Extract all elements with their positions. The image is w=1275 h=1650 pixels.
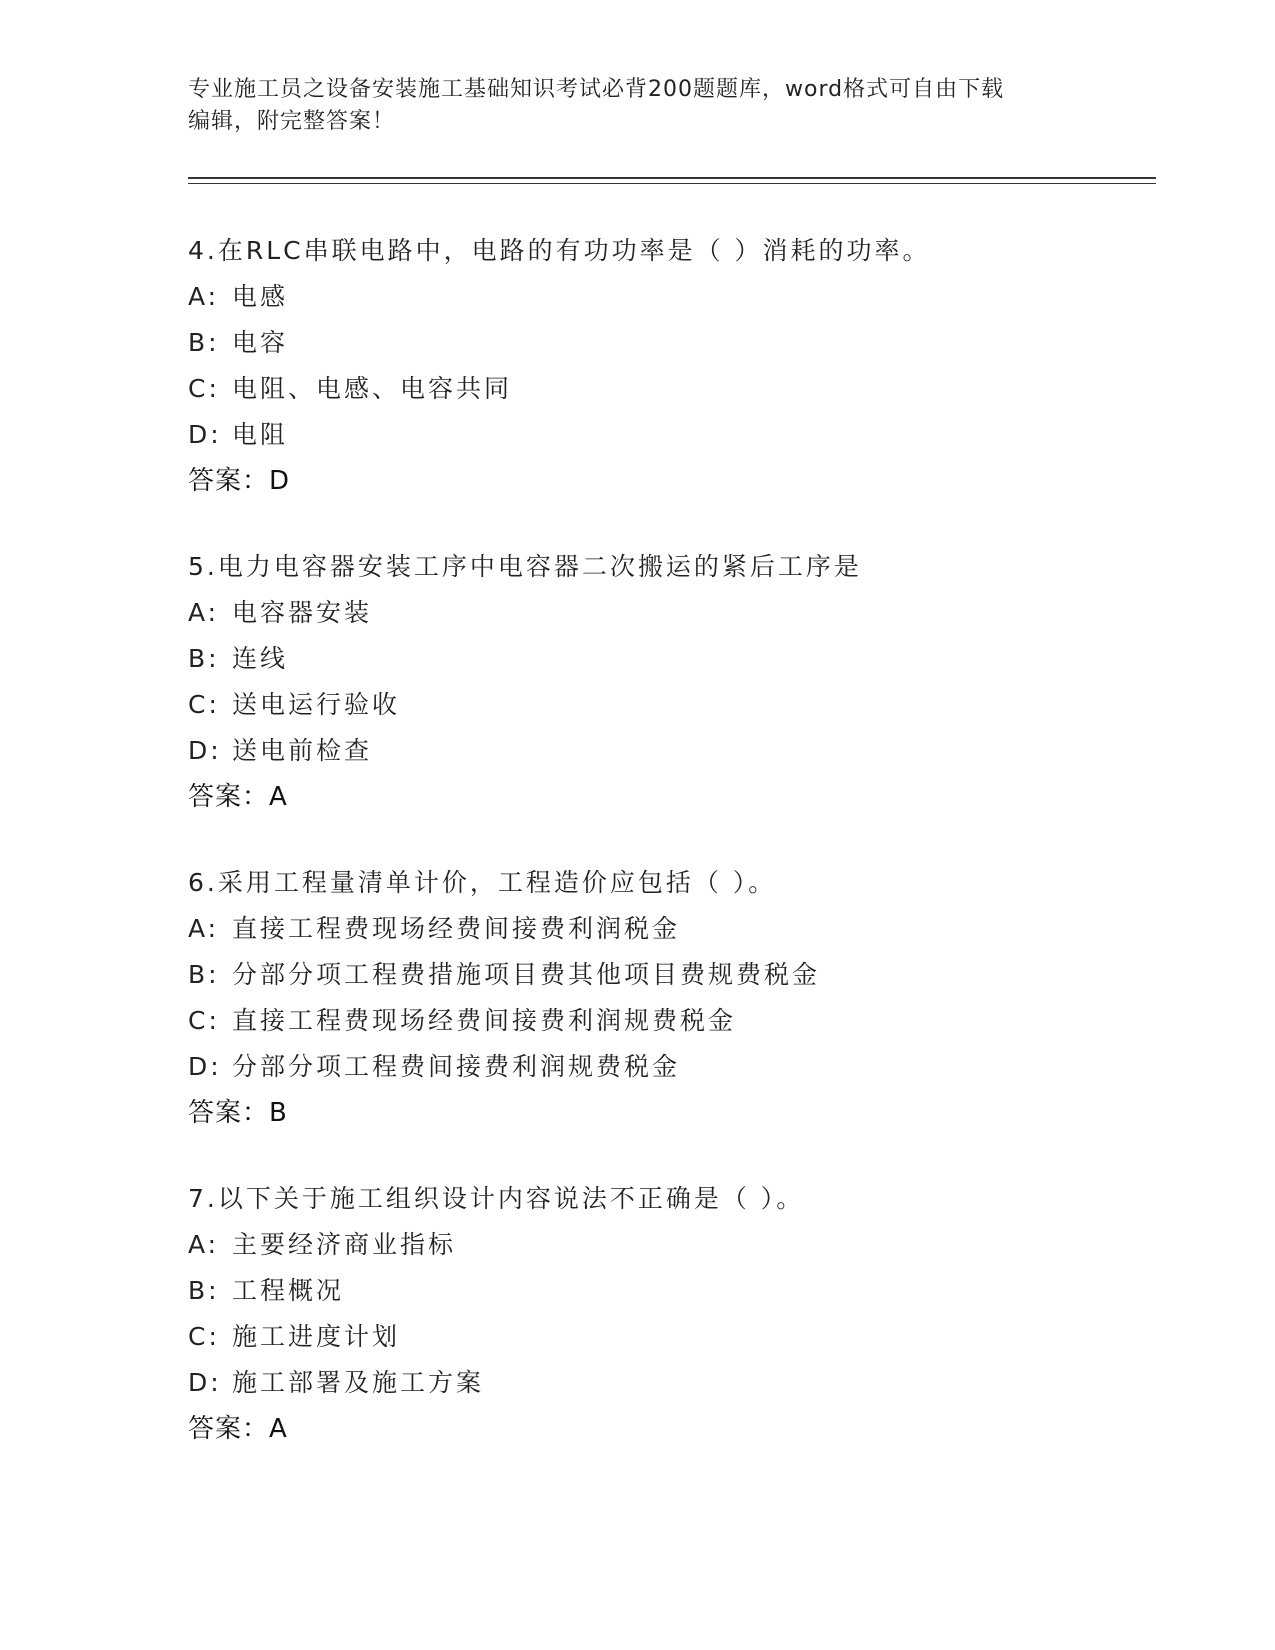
- question-block: [188, 552, 1168, 812]
- question-block: [188, 868, 1168, 1128]
- header-title-line-1: 专业施工员之设备安装施工基础知识考试必背200题题库，word格式可自由下载: [188, 77, 1005, 102]
- option-d: [188, 1052, 1168, 1082]
- option-key: D:: [188, 1368, 222, 1397]
- option-key: B:: [188, 960, 220, 989]
- option-key: C:: [188, 374, 220, 403]
- option-key: D:: [188, 420, 222, 449]
- option-text: 电容器安装: [232, 598, 373, 627]
- answer-line: 答案：B: [188, 1098, 288, 1128]
- option-key: D:: [188, 736, 222, 765]
- option-c: [188, 374, 1168, 404]
- option-a: [188, 598, 1168, 628]
- question-stem: 7.以下关于施工组织设计内容说法不正确是（ ）。: [188, 1184, 805, 1213]
- option-key: B:: [188, 644, 220, 673]
- option-key: B:: [188, 1276, 220, 1305]
- option-key: A:: [188, 598, 220, 627]
- option-d: [188, 736, 1168, 766]
- option-key: A:: [188, 1230, 220, 1259]
- option-key: B:: [188, 328, 220, 357]
- option-c: [188, 1006, 1168, 1036]
- option-text: 主要经济商业指标: [232, 1230, 457, 1259]
- option-text: 施工部署及施工方案: [232, 1368, 485, 1397]
- option-c: [188, 690, 1168, 720]
- option-text: 直接工程费现场经费间接费利润规费税金: [232, 1006, 737, 1035]
- question-block: [188, 1184, 1168, 1444]
- option-key: A:: [188, 282, 220, 311]
- answer-line: 答案：A: [188, 1414, 288, 1444]
- option-b: [188, 960, 1168, 990]
- option-text: 电阻、电感、电容共同: [232, 374, 513, 403]
- option-text: 工程概况: [232, 1276, 345, 1305]
- question-stem: 4.在RLC串联电路中，电路的有功功率是（ ）消耗的功率。: [188, 236, 931, 265]
- header-divider-thin: [188, 183, 1156, 184]
- option-key: C:: [188, 1006, 220, 1035]
- option-a: [188, 282, 1168, 312]
- option-text: 送电运行验收: [232, 690, 401, 719]
- option-text: 送电前检查: [232, 736, 373, 765]
- option-c: [188, 1322, 1168, 1352]
- question-stem: 6.采用工程量清单计价，工程造价应包括（ ）。: [188, 868, 777, 897]
- option-key: A:: [188, 914, 220, 943]
- option-b: [188, 1276, 1168, 1306]
- option-text: 电阻: [232, 420, 289, 449]
- option-text: 分部分项工程费措施项目费其他项目费规费税金: [232, 960, 821, 989]
- header-divider-thick: [188, 177, 1156, 179]
- option-a: [188, 914, 1168, 944]
- option-text: 直接工程费现场经费间接费利润税金: [232, 914, 681, 943]
- option-key: C:: [188, 1322, 220, 1351]
- option-text: 电感: [232, 282, 289, 311]
- answer-line: 答案：A: [188, 782, 288, 812]
- answer-line: 答案：D: [188, 466, 291, 496]
- option-text: 连线: [232, 644, 289, 673]
- option-b: [188, 644, 1168, 674]
- option-text: 施工进度计划: [232, 1322, 401, 1351]
- question-block: [188, 236, 1168, 496]
- header-title-line-2: 编辑，附完整答案！: [188, 109, 396, 134]
- document-header: [188, 74, 1088, 138]
- question-stem: 5.电力电容器安装工序中电容器二次搬运的紧后工序是: [188, 552, 862, 581]
- option-key: D:: [188, 1052, 222, 1081]
- option-d: [188, 420, 1168, 450]
- option-text: 分部分项工程费间接费利润规费税金: [232, 1052, 681, 1081]
- option-key: C:: [188, 690, 220, 719]
- option-text: 电容: [232, 328, 289, 357]
- option-a: [188, 1230, 1168, 1260]
- option-b: [188, 328, 1168, 358]
- option-d: [188, 1368, 1168, 1398]
